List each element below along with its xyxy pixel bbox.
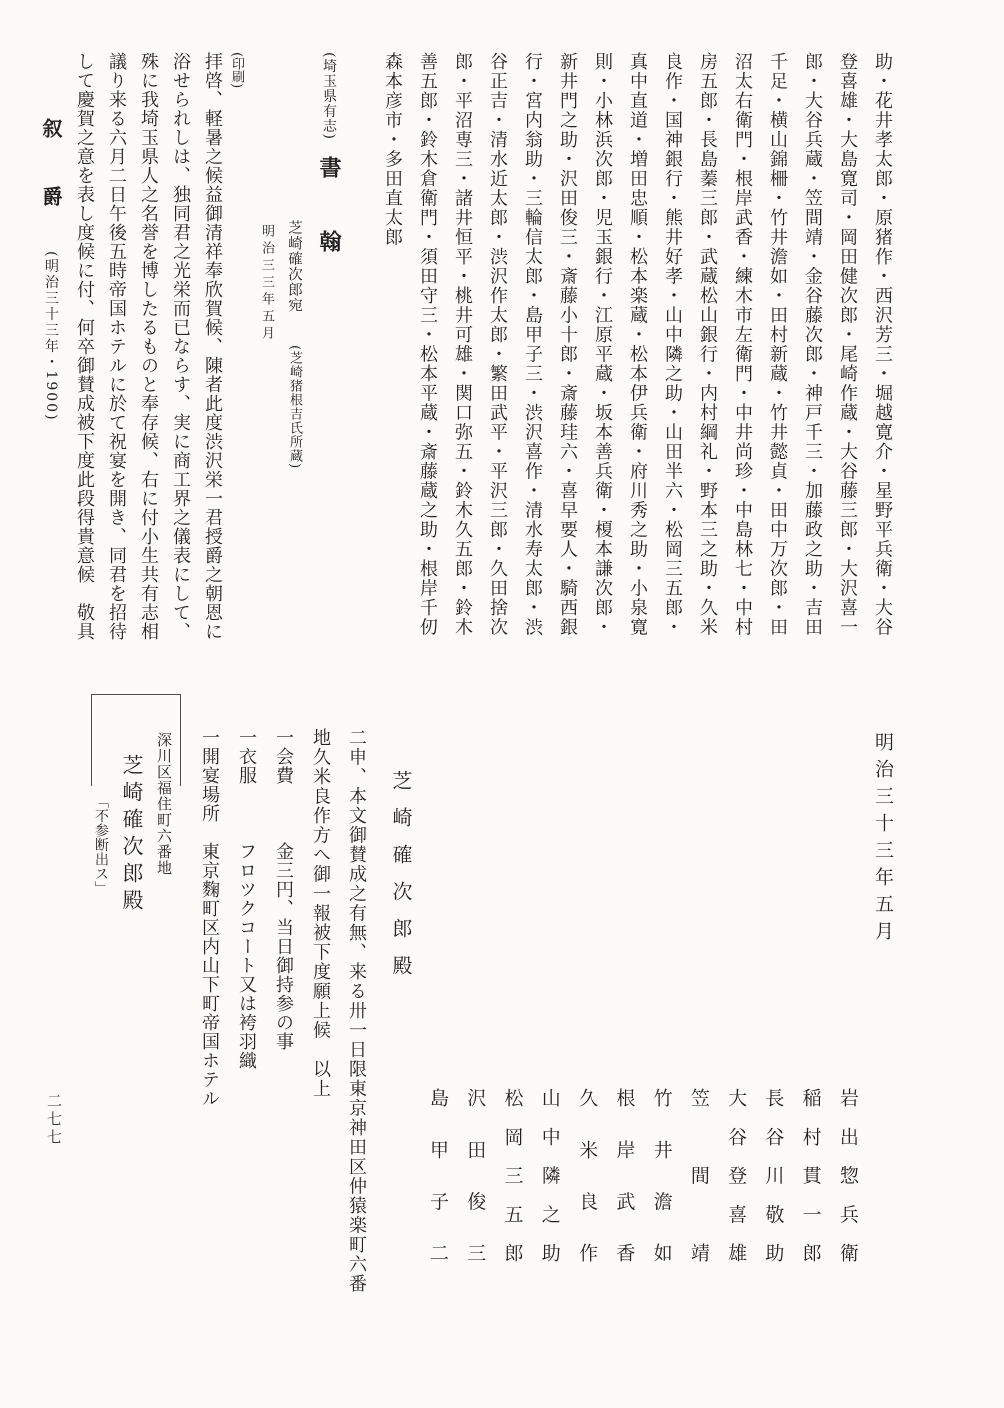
name-list-column: 郎・平沼専三・諸井恒平・桃井可雄・関口弥五・鈴木久五郎・鈴木 [452, 52, 473, 637]
letter-body-column: 拝啓、軽暑之候益御清祥奉欣賀候、陳者此度渋沢栄一君授爵之朝恩に [202, 52, 223, 641]
signatory-name: 山中隣之助 [538, 1088, 561, 1262]
letter-recipient: 芝崎確次郎宛 [286, 220, 302, 313]
invitation-item: 一開宴場所 東京麴町区内山下町帝国ホテル [199, 728, 220, 1108]
name-list-column: 郎・大谷兵蔵・笠間靖・金谷藤次郎・神戸千三・加藤政之助・吉田 [802, 52, 823, 637]
signatory-name: 稲村貫一郎 [799, 1088, 822, 1262]
invitation-section [87, 720, 904, 1380]
envelope-block [87, 720, 179, 1380]
signatory-name: 島甲子二 [427, 1088, 449, 1262]
invitation-items [191, 720, 302, 1380]
name-list-column: 行・宮内翁助・三輪信太郎・島甲子三・渋沢喜作・清水寿太郎・渋 [522, 52, 543, 637]
name-list-column: 則・小林浜次郎・児玉銀行・江原平蔵・坂本善兵衛・榎本謙次郎・ [592, 52, 613, 637]
signatory-name: 根岸武香 [613, 1088, 636, 1262]
postscript [302, 720, 374, 1380]
letter-heading-column [309, 52, 349, 662]
postscript-column: 地久米良作方へ御一報被下度願上候 以上 [310, 728, 331, 1099]
envelope-address: 深川区福住町六番地 [155, 732, 173, 876]
name-list-column: 森本彦市・多田直太郎 [382, 52, 403, 247]
signatory-name: 沢田俊三 [464, 1088, 487, 1262]
invitation-item: 一会費 金三円、当日御持参の事 [273, 728, 294, 1051]
print-note: (印刷) [229, 52, 244, 89]
page-number: 二七七 [45, 1093, 63, 1147]
letter-title: 書 翰 [316, 155, 342, 267]
honorees-and-letter-section [68, 52, 900, 662]
signatory-name: 久米良作 [576, 1088, 599, 1262]
letter-body-column: 殊に我埼玉県人之名誉を博したるものと奉存候、右に付小生共有志相 [138, 52, 159, 641]
name-list-column: 谷正吉・清水近太郎・渋沢作太郎・繁田武平・平沢三郎・久田捨次 [487, 52, 508, 637]
postscript-column: 二申、本文御賛成之有無、来る卅一日限東京神田区仲猿楽町六番 [346, 728, 367, 1294]
letter-date: 明治三三年五月 [259, 224, 274, 343]
letter-body-column: して慶賀之意を表し度候に付、何卒御賛成被下度此段得貴意候 敬具 [74, 52, 95, 641]
name-list-column: 善五郎・鈴木倉衛門・須田守三・松本平蔵・斎藤蔵之助・根岸千仞 [417, 52, 438, 637]
section-subtitle: (明治三十三年・1900) [43, 251, 59, 422]
letter-body [68, 52, 228, 662]
name-list-column: 房五郎・長島蓁三郎・武蔵松山銀行・内村綱礼・野本三之助・久米 [697, 52, 718, 637]
name-list-column: 良作・国神銀行・熊井好孝・山中隣之助・山田半六・松岡三五郎・ [662, 52, 683, 637]
letter-citation-column [279, 52, 309, 662]
letter-body-column: 議り来る六月二日午後五時帝国ホテルに於て祝宴を開き、同君を招待 [106, 52, 127, 641]
envelope-frame [91, 694, 181, 786]
letter-source: (芝崎猪根吉氏所蔵) [287, 344, 302, 469]
name-list-column: 真中直道・増田忠順・松本楽蔵・松本伊兵衛・府川秀之助・小泉寛 [627, 52, 648, 637]
signatory-name: 笠間靖 [687, 1088, 710, 1262]
signatory-name: 長谷川敬助 [762, 1088, 785, 1262]
signatory-name: 松岡三五郎 [501, 1088, 524, 1262]
name-list-column: 新井門之助・沢田俊三・斎藤小十郎・斎藤珪六・喜早要人・騎西銀 [557, 52, 578, 637]
letter-heading-group [253, 52, 349, 662]
name-list-column: 登喜雄・大島寛司・岡田健次郎・尾崎作蔵・大谷藤三郎・大沢喜一 [837, 52, 858, 637]
name-list-column: 沼太右衛門・根岸武香・練木市左衛門・中井尚珍・中島林七・中村 [732, 52, 753, 637]
signatory-list [427, 720, 862, 1340]
signatory-name: 大谷登喜雄 [725, 1088, 748, 1262]
letter-body-column: 浴せられしは、独同君之光栄而已ならす、実に商工界之儀表にして、 [170, 52, 191, 641]
invitation-item: 一衣服 フロツクコート又は袴羽織 [236, 728, 257, 1070]
letter-attribution: (埼玉県有志) [321, 52, 337, 140]
honoree-name-list [375, 52, 900, 662]
signatory-name: 岩出惣兵衛 [836, 1088, 859, 1262]
envelope-note: 「不参断出ス」 [93, 794, 109, 896]
invitation-addressee: 芝崎確次郎殿 [389, 770, 413, 992]
name-list-column: 千足・横山錦柵・竹井澹如・田村新蔵・竹井懿貞・田中万次郎・田 [767, 52, 788, 637]
section-title: 叙 爵 [39, 118, 63, 220]
invitation-date: 明治三十三年五月 [872, 732, 894, 948]
letter-date-column [253, 52, 279, 662]
name-list-column: 助・花井孝太郎・原猪作・西沢芳三・堀越寛介・星野平兵衛・大谷 [872, 52, 893, 637]
envelope-addressee: 芝崎確次郎殿 [120, 754, 144, 916]
signatory-name: 竹井澹如 [650, 1088, 673, 1262]
section-title-block [36, 118, 66, 422]
